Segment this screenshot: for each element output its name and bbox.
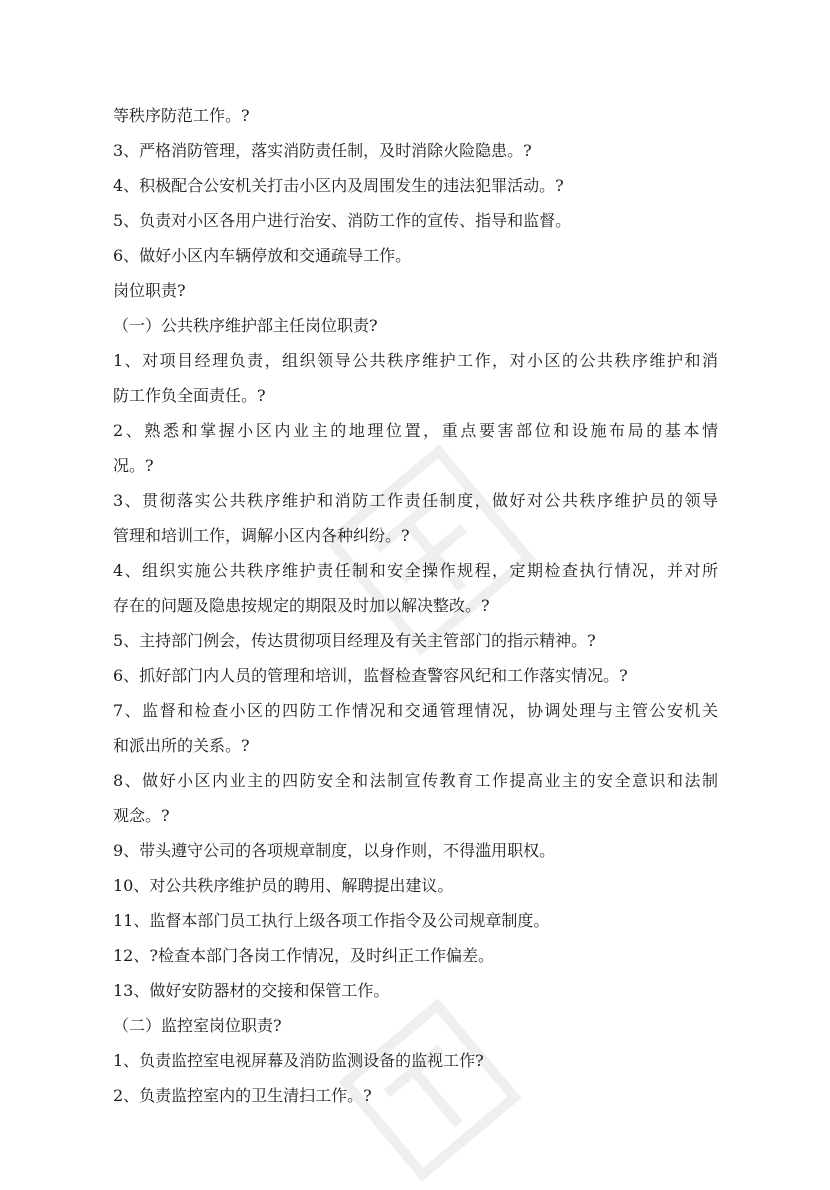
text-line: 防工作负全面责任。? bbox=[113, 386, 266, 405]
text-line: 11、监督本部门员工执行上级各项工作指令及公司规章制度。 bbox=[113, 911, 550, 930]
text-line: 7、监督和检查小区的四防工作情况和交通管理情况，协调处理与主管公安机关 bbox=[113, 701, 718, 720]
text-line: 13、做好安防器材的交接和保管工作。 bbox=[113, 981, 390, 1000]
text-line: 存在的问题及隐患按规定的期限及时加以解决整改。? bbox=[113, 596, 490, 615]
text-line: 和派出所的关系。? bbox=[113, 736, 250, 755]
document-body bbox=[113, 98, 718, 1113]
text-line: 观念。? bbox=[113, 806, 170, 825]
text-line: 5、主持部门例会，传达贯彻项目经理及有关主管部门的指示精神。? bbox=[113, 631, 596, 650]
text-line: 6、抓好部门内人员的管理和培训，监督检查警容风纪和工作落实情况。? bbox=[113, 666, 628, 685]
text-line: 2、熟悉和掌握小区内业主的地理位置，重点要害部位和设施布局的基本情 bbox=[113, 421, 718, 440]
text-line: 2、负责监控室内的卫生清扫工作。? bbox=[113, 1086, 372, 1105]
text-line: （二）监控室岗位职责? bbox=[113, 1016, 282, 1035]
text-line: 管理和培训工作，调解小区内各种纠纷。? bbox=[113, 526, 410, 545]
text-line: 1、负责监控室电视屏幕及消防监测设备的监视工作? bbox=[113, 1051, 484, 1070]
text-line: 6、做好小区内车辆停放和交通疏导工作。 bbox=[113, 246, 412, 265]
text-line: 8、做好小区内业主的四防安全和法制宣传教育工作提高业主的安全意识和法制 bbox=[113, 771, 718, 790]
text-line: 况。? bbox=[113, 456, 154, 475]
text-line: 1、对项目经理负责，组织领导公共秩序维护工作，对小区的公共秩序维护和消 bbox=[113, 351, 718, 370]
text-line: 10、对公共秩序维护员的聘用、解聘提出建议。 bbox=[113, 876, 454, 895]
text-line: 岗位职责? bbox=[113, 281, 186, 300]
text-line: 3、严格消防管理，落实消防责任制，及时消除火险隐患。? bbox=[113, 141, 532, 160]
text-line: 4、积极配合公安机关打击小区内及周围发生的违法犯罪活动。? bbox=[113, 176, 564, 195]
text-line: （一）公共秩序维护部主任岗位职责? bbox=[113, 316, 378, 335]
text-line: 5、负责对小区各用户进行治安、消防工作的宣传、指导和监督。 bbox=[113, 211, 572, 230]
text-line: 3、贯彻落实公共秩序维护和消防工作责任制度，做好对公共秩序维护员的领导 bbox=[113, 491, 718, 510]
text-line: 4、组织实施公共秩序维护责任制和安全操作规程，定期检查执行情况，并对所 bbox=[113, 561, 718, 580]
text-line: 12、?检查本部门各岗工作情况，及时纠正工作偏差。 bbox=[113, 946, 494, 965]
text-line: 9、带头遵守公司的各项规章制度，以身作则，不得滥用职权。 bbox=[113, 841, 556, 860]
text-line: 等秩序防范工作。? bbox=[113, 106, 250, 125]
